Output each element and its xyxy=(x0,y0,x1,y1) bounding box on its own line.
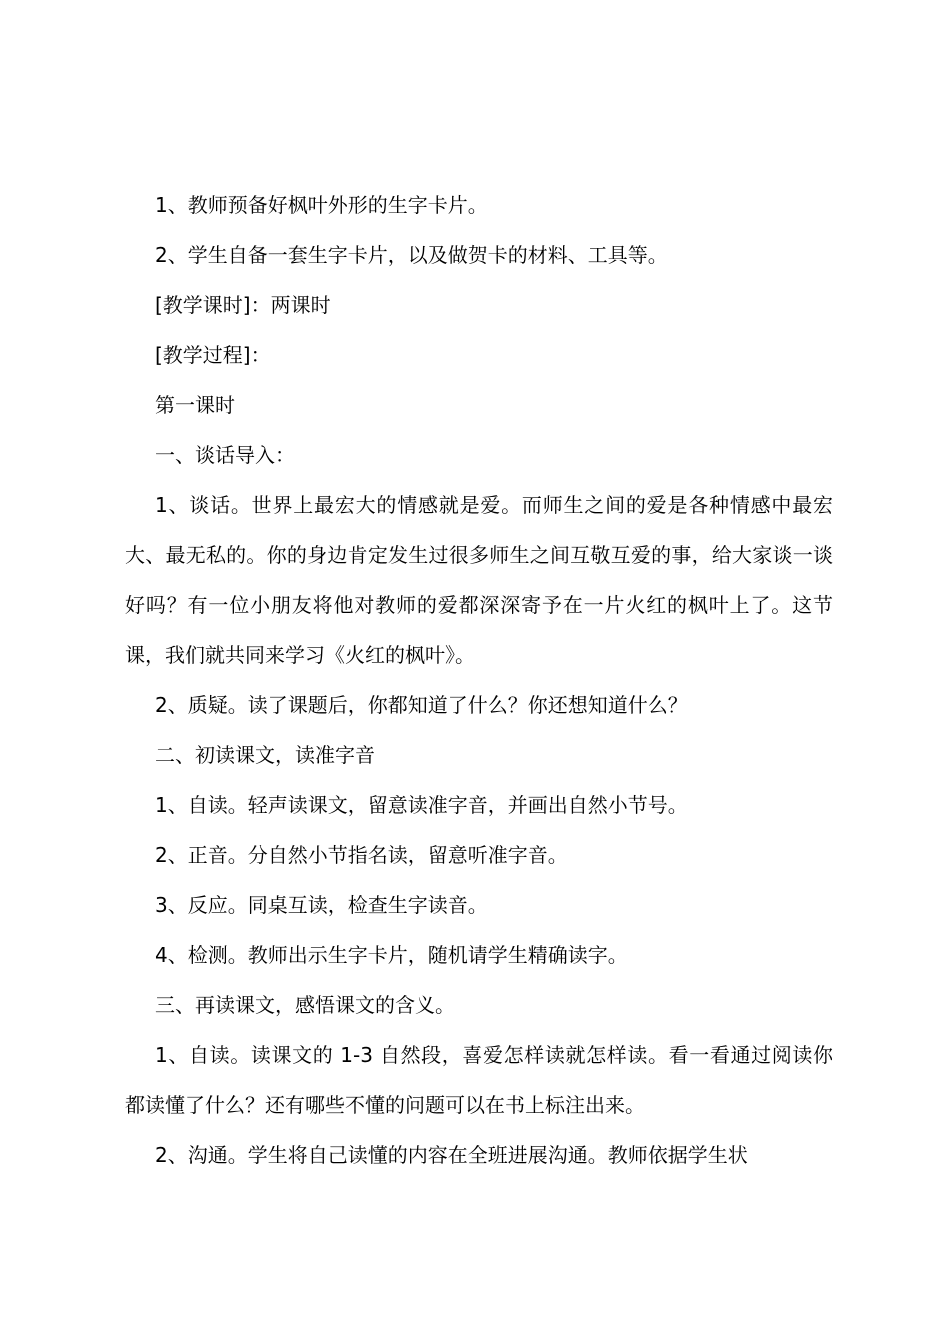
paragraph-communicate: 2、沟通。学生将自己读懂的内容在全班进展沟通。教师依据学生状 xyxy=(155,1143,748,1167)
paragraph-materials-teacher: 1、教师预备好枫叶外形的生字卡片。 xyxy=(155,193,488,217)
section-heading-reread: 三、再读课文，感悟课文的含义。 xyxy=(155,993,455,1017)
paragraph-self-read-2: 1、自读。读课文的 1-3 自然段，喜爱怎样读就怎样读。看一看通过阅读你都读懂了什么？还有哪些不懂的问题可以在书上标注出来。 xyxy=(125,1043,833,1117)
paragraph-feedback: 3、反应。同桌互读，检查生字读音。 xyxy=(155,893,488,917)
paragraph-correct-pronunciation: 2、正音。分自然小节指名读，留意听准字音。 xyxy=(155,843,568,867)
paragraph-talk: 1、谈话。世界上最宏大的情感就是爱。而师生之间的爱是各种情感中最宏大、最无私的。你的身边肯定发生过很多师生之间互敬互爱的事，给大家谈一谈好吗？有一位小朋友将他对教师的爱都深深寄予在一片火红的枫叶上了。这节课，我们就共同来学习《火红的枫叶》。 xyxy=(125,493,833,667)
paragraph-process-heading: [教学过程]： xyxy=(155,343,271,367)
document-body xyxy=(125,180,833,1180)
paragraph-test: 4、检测。教师出示生字卡片，随机请学生精确读字。 xyxy=(155,943,628,967)
paragraph-materials-student: 2、学生自备一套生字卡片，以及做贺卡的材料、工具等。 xyxy=(155,243,668,267)
paragraph-question: 2、质疑。读了课题后，你都知道了什么？你还想知道什么？ xyxy=(155,693,688,717)
paragraph-first-lesson: 第一课时 xyxy=(155,393,235,417)
paragraph-lesson-hours: [教学课时]：两课时 xyxy=(155,293,331,317)
section-heading-first-reading: 二、初读课文，读准字音 xyxy=(155,743,375,767)
paragraph-self-read: 1、自读。轻声读课文，留意读准字音，并画出自然小节号。 xyxy=(155,793,688,817)
section-heading-intro: 一、谈话导入： xyxy=(155,443,295,467)
